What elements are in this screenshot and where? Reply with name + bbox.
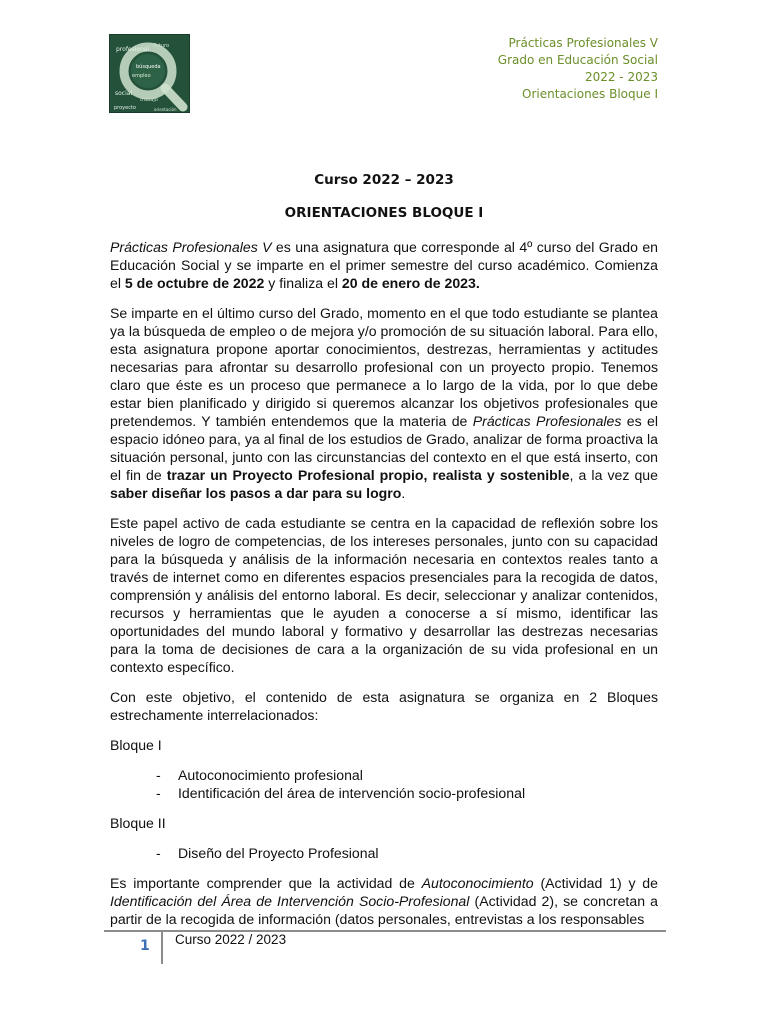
svg-text:profesional: profesional [116,46,150,53]
paragraph-objective: Con este objetivo, el contenido de esta asignatura se organiza en 2 Bloques estrechamente interrelacionados: [110,689,658,723]
bloque-1-label: Bloque I [110,737,162,753]
document-header [498,35,658,103]
list-item: - Identificación del área de intervención socio-profesional [156,785,526,801]
svg-text:proyecto: proyecto [114,105,136,111]
magnifier-word-cloud-icon [110,35,190,113]
logo [109,34,190,113]
svg-text:trabajo: trabajo [140,97,158,103]
header-year: 2022 - 2023 [584,70,658,84]
header-section: Orientaciones Bloque I [522,87,658,101]
paragraph-activities: Es importante comprender que la actividad de Autoconocimiento (Actividad 1) y de Identificación del Área de Intervención Socio-Profesional (Actividad 2), se concretan a partir de la recogida de información (datos personales, entrevistas a los responsables [110,875,658,927]
footer-vertical-divider [161,931,163,964]
header-degree: Grado en Educación Social [497,53,658,67]
paragraph-intro: Prácticas Profesionales V es una asignatura que corresponde al 4º curso del Grado en Educación Social y se imparte en el primer semestre del curso académico. Comienza el 5 de octubre de 2022 y finaliza el 20 de enero de 2023. [110,239,658,291]
svg-text:empleo: empleo [132,73,151,79]
bloque-1-list [110,766,658,802]
course-title: Curso 2022 – 2023 [314,172,454,188]
section-title: ORIENTACIONES BLOQUE I [284,205,484,221]
svg-text:orientación: orientación [154,107,177,112]
bloque-2-list [110,844,658,862]
paragraph-context: Se imparte en el último curso del Grado, momento en el que todo estudiante se plantea ya la búsqueda de empleo o de mejora y/o promoción de su situación laboral. Para ello, esta asignatura propone aportar conocimientos, destrezas, herramientas y actitudes necesarias para afrontar su desarrollo profesional con un proyecto propio. Tenemos claro que éste es un proceso que permanece a lo largo de la vida, por lo que debe estar bien planificado y dirigido si queremos alcanzar los objetivos profesionales que pretendemos. Y también entendemos que la materia de Prácticas Profesionales es el espacio idóneo para, ya al final de los estudios de Grado, analizar de forma proactiva la situación personal, junto con las circunstancias del contexto en el que está inserto, con el fin de trazar un Proyecto Profesional propio, realista y sostenible, a la vez que saber diseñar los pasos a dar para su logro. [110,305,658,501]
svg-text:social: social [115,90,133,97]
list-item: - Diseño del Proyecto Profesional [156,845,379,861]
page-number: 1 [140,938,150,954]
document-body [110,238,658,940]
footer-text: Curso 2022 / 2023 [175,932,287,947]
header-course: Prácticas Profesionales V [508,36,658,50]
bloque-2-label: Bloque II [110,815,166,831]
list-item: - Autoconocimiento profesional [156,767,363,783]
paragraph-role: Este papel activo de cada estudiante se centra en la capacidad de reflexión sobre los niveles de logro de competencias, de los intereses personales, junto con su capacidad para la búsqueda y análisis de la información necesaria en contextos reales tanto a través de internet como en diferentes espacios presenciales para la recogida de datos, comprensión y análisis del entorno laboral. Es decir, seleccionar y analizar contenidos, recursos y herramientas que le ayuden a conocerse a sí mismo, identificar las oportunidades del mundo laboral y formativo y desarrollar las destrezas necesarias para la toma de decisiones de cara a la organización de su vida profesional en un contexto específico. [110,515,658,675]
svg-text:futuro: futuro [154,43,170,49]
svg-text:búsqueda: búsqueda [136,64,161,70]
